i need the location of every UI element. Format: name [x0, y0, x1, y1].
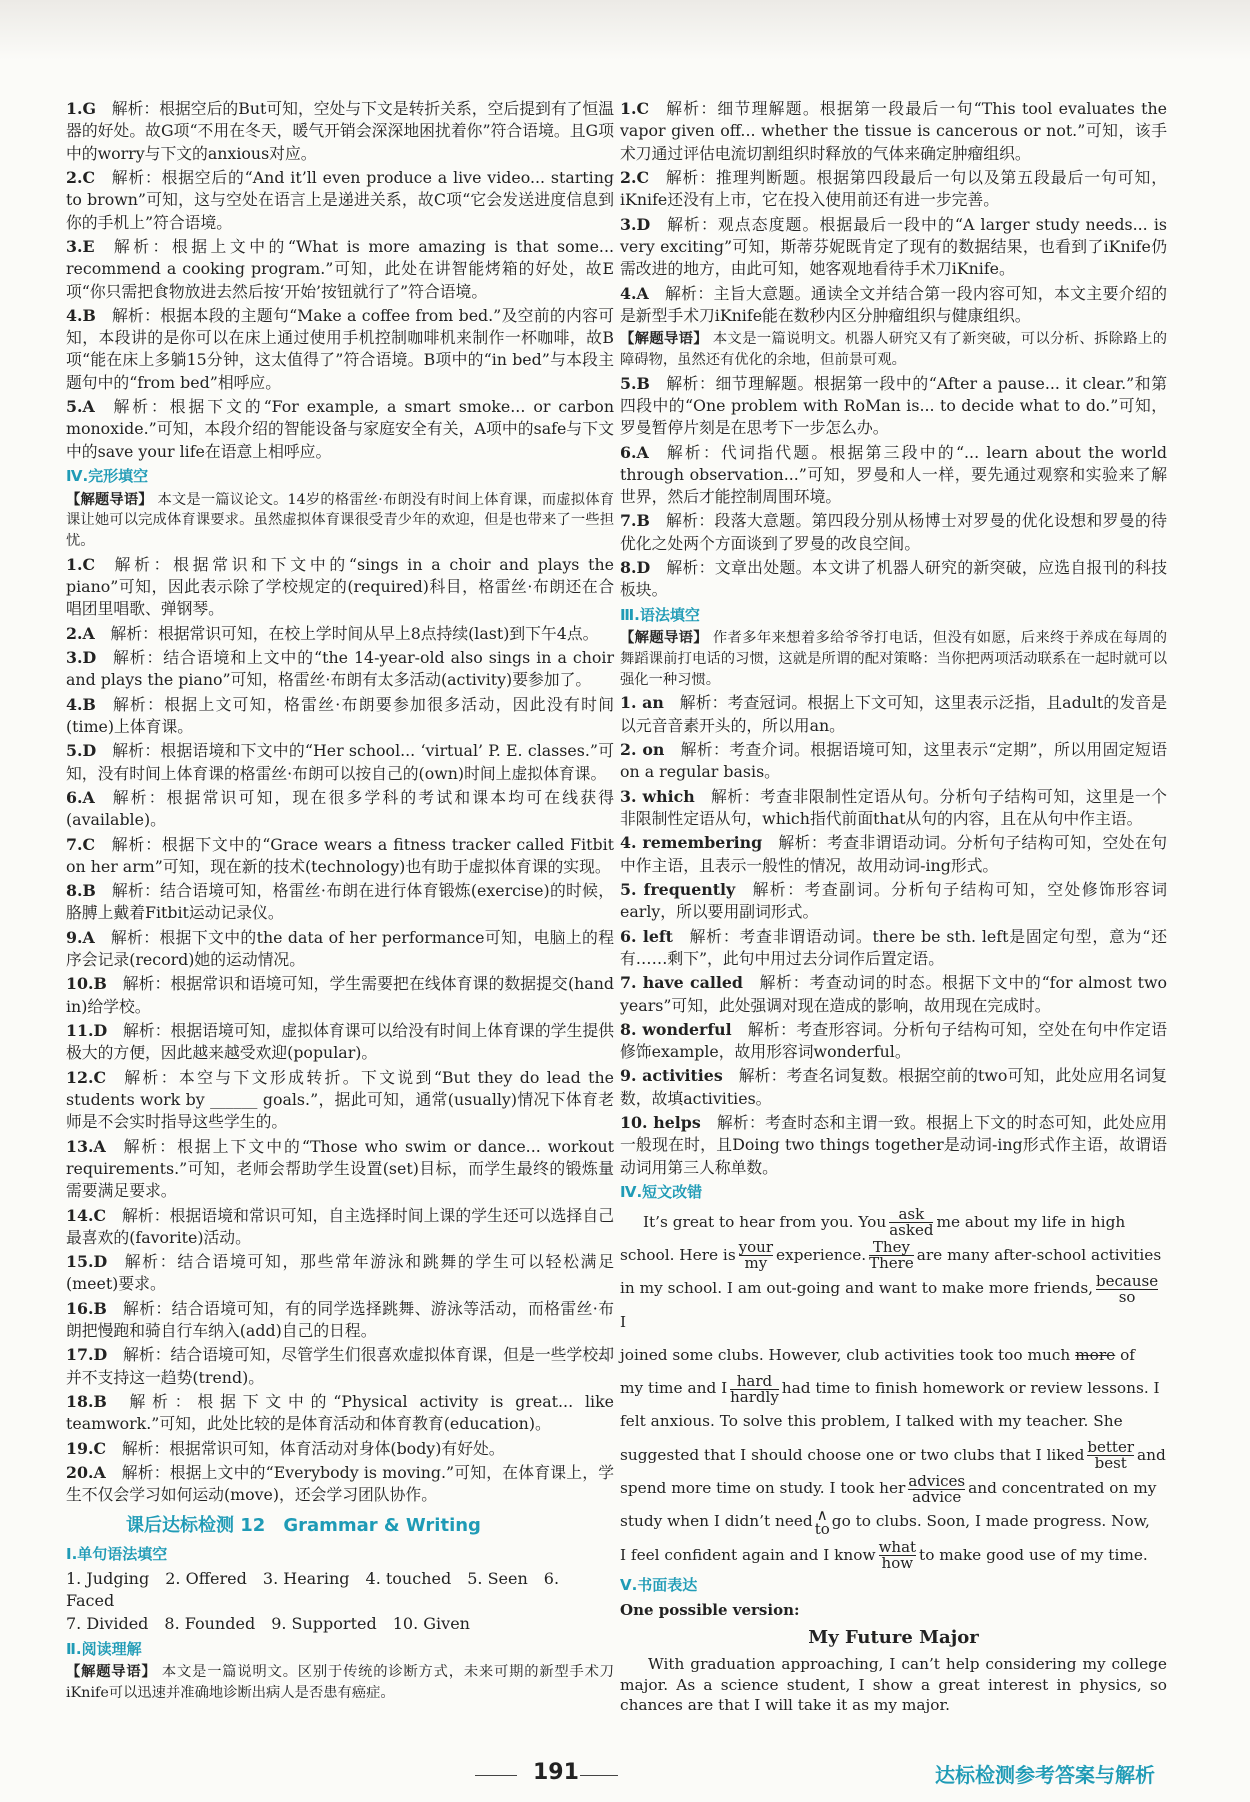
guide-text: 本文是一篇说明文。区别于传统的诊断方式，未来可期的新型手术刀iKnife可以迅速并准确地诊断出病人是否患有癌症。 [66, 1664, 614, 1701]
correction-mark [869, 1240, 914, 1271]
text: study when I didn’t need [620, 1512, 813, 1531]
text: me about my life in high [936, 1212, 1126, 1231]
answer-key: 6.A [66, 787, 95, 807]
correction-mark [730, 1371, 779, 1406]
correction-mark [908, 1471, 966, 1506]
answer-item [620, 739, 1167, 784]
answer-key: 1. an [620, 693, 664, 713]
guide-tag: 【解题导语】 [620, 331, 708, 348]
inserted-word: to [814, 1520, 830, 1539]
guide-iv [66, 490, 614, 552]
answer-item [620, 879, 1167, 924]
answer-key: 9.A [66, 927, 95, 947]
answer-item [620, 98, 1167, 165]
text: to make good use of my time. [919, 1545, 1148, 1564]
explanation: 解析：观点态度题。根据最后一段中的“A larger study needs... is very exciting”可知，斯蒂芬妮既肯定了现有的数据结果，也看到了iKnife仍需改进的地方，由此可知，她客观地看待手术刀iKnife。 [620, 214, 1167, 279]
answer-key: 2.A [66, 623, 95, 643]
answer-item [66, 1462, 614, 1507]
explanation: 解析：根据常识和语境可知，学生需要把在线体育课的数据提交(hand in)给学校。 [66, 974, 614, 1016]
correction-line [620, 1372, 1167, 1405]
text: suggested that I should choose one or two clubs that I liked [620, 1445, 1085, 1464]
guide-tag: 【解题导语】 [66, 1664, 157, 1681]
corrected-word: asked [889, 1221, 934, 1240]
answer-item [66, 1344, 614, 1389]
explanation: 解析：考查形容词。分析句子结构可知，空处在句中作定语修饰example，故用形容词wonderful。 [620, 1019, 1167, 1062]
essay-title: My Future Major [808, 1627, 979, 1649]
answer-key: 10.B [66, 974, 107, 994]
answer-key: 2.C [620, 167, 650, 187]
answer-key: 19.C [66, 1438, 107, 1458]
correction-line [620, 1206, 1167, 1239]
answer-item [66, 1298, 614, 1343]
text: go to clubs. Soon, I made progress. Now, [831, 1512, 1150, 1531]
corrected-word: so [1118, 1287, 1136, 1306]
text: and concentrated on my [968, 1479, 1157, 1498]
answer-item [620, 1112, 1167, 1179]
answer-item [66, 647, 614, 692]
error-correction [620, 1206, 1167, 1572]
answer-key: 7.C [66, 834, 96, 854]
explanation: 解析：结合语境和上文中的“the 14-year-old also sings in a choir and plays the piano”可知，格雷丝·布朗有太多活动(activity)要参加了。 [66, 648, 614, 690]
text: felt anxious. To solve this problem, I talked with my teacher. She [620, 1412, 1123, 1431]
answer-key: 2.C [66, 167, 96, 187]
correction-line [620, 1272, 1167, 1339]
explanation: 解析：根据空后的“And it’ll even produce a live video... starting to brown”可知，这与空处在语言上是递进关系，故C项“它会发送进度信息到你的手机上”符合语境。 [66, 167, 614, 232]
answer-list [620, 373, 1167, 602]
answer-key: 8. wonderful [620, 1019, 732, 1039]
answer-key: 4. remembering [620, 833, 763, 853]
left-column [66, 98, 614, 1706]
correction-mark [879, 1540, 916, 1571]
explanation: 解析：考查介词。根据语境可知，这里表示“定期”，所以用固定短语on a regular basis。 [620, 740, 1167, 782]
explanation: 解析：考查非谓语动词。there be sth. left是固定句型，意为“还有……剩下”，此句中用过去分词作后置定语。 [620, 926, 1167, 968]
explanation: 解析：根据上下文中的“Those who swim or dance... workout requirements.”可知，老师会帮助学生设置(set)目标，而学生最终的锻炼量需要满足要求。 [66, 1136, 614, 1201]
answer: 1. Judging [66, 1568, 150, 1588]
answer-item [620, 283, 1167, 328]
text: school. Here is [620, 1245, 736, 1264]
answer-item [66, 167, 614, 234]
answer-key: 12.C [66, 1067, 107, 1087]
answer-list [620, 692, 1167, 1179]
answer-key: 7. have called [620, 973, 743, 993]
page-number: 191 [533, 1760, 579, 1785]
answer-key: 3.D [66, 648, 97, 667]
explanation: 解析：根据上文可知，格雷丝·布朗要参加很多活动，因此没有时间(time)上体育课。 [66, 694, 614, 736]
answer-key: 6. left [620, 926, 673, 946]
explanation: 解析：本空与下文形成转折。下文说到“But they do lead the students work by ______ goals.”，据此可知，通常(usually)情况下体育老师是不会实时指导这些学生的。 [66, 1067, 614, 1132]
deleted-word: more [1075, 1345, 1116, 1364]
guide-text: 本文是一篇议论文。14岁的格雷丝·布朗没有时间上体育课，而虚拟体育课让她可以完成体育课要求。虽然虚拟体育课很受青少年的欢迎，但是也带来了一些担忧。 [66, 491, 615, 550]
corrected-word: There [869, 1254, 914, 1273]
answer-key: 5. frequently [620, 879, 736, 899]
answer-item [66, 98, 614, 165]
text: I feel confident again and I know [620, 1545, 876, 1564]
answer-key: 10. helps [620, 1113, 701, 1133]
answer-key: 4.B [66, 694, 96, 714]
explanation: 解析：根据本段的主题句“Make a coffee from bed.”及空前的内容可知，本段讲的是你可以在床上通过使用手机控制咖啡机来制作一杯咖啡，故B项“能在床上多躺15分钟，这太值得了”符合语境。B项中的“in bed”与本段主题句中的“from bed”相呼应。 [66, 305, 614, 392]
explanation: 解析：结合语境可知，格雷丝·布朗在进行体育锻炼(exercise)的时候，胳膊上戴着Fitbit运动记录仪。 [66, 881, 614, 923]
answer-item [66, 740, 614, 785]
answer-key: 4.A [620, 283, 649, 303]
original-word: your [738, 1238, 774, 1257]
answer-key: 7.B [620, 511, 650, 531]
corrected-word: hardly [730, 1387, 779, 1406]
explanation: 解析：文章出处题。本文讲了机器人研究的新突破，应选自报刊的科技板块。 [620, 558, 1167, 600]
text: joined some clubs. However, club activities took too much [620, 1345, 1071, 1364]
caret-icon: ∧ [816, 1506, 828, 1525]
answer: 9. Supported [271, 1613, 377, 1633]
original-word: They [869, 1240, 914, 1256]
answer-item [66, 927, 614, 972]
text: and [1137, 1445, 1166, 1464]
answer: 2. Offered [165, 1568, 247, 1588]
explanation: 解析：根据下文中的the data of her performance可知，电脑上的程序会记录(record)她的运动情况。 [66, 927, 614, 970]
answer-item [620, 557, 1167, 602]
answer-item [620, 926, 1167, 971]
section-heading-iii: Ⅲ.语法填空 [620, 605, 700, 624]
answer-key: 13.A [66, 1136, 106, 1156]
answer: 7. Divided [66, 1613, 149, 1633]
guide-ii [66, 1662, 614, 1703]
section-title: 课后达标检测 12 Grammar & Writing [126, 1514, 481, 1536]
answer-key: 18.B [66, 1392, 107, 1411]
answer-key: 6.A [620, 442, 649, 462]
text: my time and I [620, 1379, 728, 1398]
explanation: 解析：根据常识可知，体育活动对身体(body)有好处。 [121, 1438, 505, 1458]
explanation: 解析：结合语境可知，那些常年游泳和跳舞的学生可以轻松满足(meet)要求。 [66, 1252, 614, 1294]
answers-i [66, 1568, 614, 1636]
explanation: 解析：根据下文的“For example, a smart smoke... or carbon monoxide.”可知，本段介绍的智能设备与家庭安全有关，A项中的safe与下文中的save your life在语意上相呼应。 [66, 397, 614, 461]
answer-item [66, 1438, 614, 1460]
corrected-word: best [1094, 1454, 1127, 1473]
explanation: 解析：主旨大意题。通读全文并结合第一段内容可知，本文主要介绍的是新型手术刀iKnife能在数秒内区分肿瘤组织与健康组织。 [620, 283, 1167, 325]
answer-key: 1.C [66, 554, 96, 574]
answer-item [620, 167, 1167, 212]
explanation: 解析：根据语境和下文中的“Her school... ‘virtual’ P. E. classes.”可知，没有时间上体育课的格雷丝·布朗可以按自己的(own)时间上虚拟体育课。 [66, 741, 614, 783]
text: It’s great to hear from you. You [642, 1212, 887, 1231]
answer-key: 2. on [620, 740, 665, 760]
answer-item [620, 373, 1167, 440]
explanation: 解析：细节理解题。根据第一段最后一句“This tool evaluates the vapor given off... whether the tissue is cancerous or not.”可知，该手术刀通过评估电流切割组织时释放的气体来确定肿瘤组织。 [620, 99, 1167, 163]
correction-line [620, 1472, 1167, 1505]
explanation: 解析：结合语境可知，尽管学生们很喜欢虚拟体育课，但是一些学校却并不支持这一趋势(trend)。 [66, 1345, 614, 1387]
answer-item [66, 396, 614, 463]
answer-item [66, 236, 614, 303]
explanation: 解析：根据下文中的“Physical activity is great... like teamwork.”可知，此处比较的是体育活动和体育教育(education)。 [66, 1392, 614, 1434]
answer-item [66, 880, 614, 925]
explanation: 解析：考查动词的时态。根据下文中的“for almost two years”可知，此处强调对现在造成的影响，故用现在完成时。 [620, 973, 1167, 1015]
correction-line [620, 1539, 1167, 1572]
answer-item [66, 554, 614, 621]
insertion-mark [814, 1506, 830, 1539]
text: had time to finish homework or review lessons. I [781, 1379, 1160, 1398]
explanation: 解析：根据上文中的“Everybody is moving.”可知，在体育课上，学生不仅会学习如何运动(move)，还会学习团队协作。 [66, 1462, 614, 1505]
text: spend more time on study. I took her [620, 1479, 906, 1498]
answer-key: 8.D [620, 558, 651, 578]
text: are many after-school activities [916, 1245, 1162, 1264]
answer: 5. Seen [467, 1568, 528, 1588]
answer-item [620, 510, 1167, 555]
guide-text: 本文是一篇说明文。机器人研究又有了新突破，可以分析、拆除路上的障碍物，虽然还有优化的余地，但前景可观。 [620, 331, 1168, 368]
answer-item [66, 787, 614, 832]
answer-item [620, 1065, 1167, 1110]
explanation: 解析：考查非限制性定语从句。分析句子结构可知，这里是一个非限制性定语从句，which指代前面that从句的内容，且在从句中作主语。 [620, 786, 1167, 828]
explanation: 解析：根据语境和常识可知，自主选择时间上课的学生还可以选择自己最喜欢的(favorite)活动。 [66, 1205, 614, 1247]
answer-list [620, 98, 1167, 327]
correction-line [620, 1405, 1167, 1438]
answer-item [66, 973, 614, 1018]
explanation: 解析：代词指代题。根据第三段中的“... learn about the world through observation...”可知，罗曼和人一样，要先通过观察和实验来了解世界，然后才能控制周围环境。 [620, 442, 1167, 507]
answer-item [620, 442, 1167, 509]
footer-rule [580, 1775, 618, 1776]
answer-key: 3.D [620, 214, 651, 234]
answer-key: 4.B [66, 305, 96, 325]
footer-caption: 达标检测参考答案与解析 [935, 1763, 1155, 1787]
answer-key: 3. which [620, 786, 695, 806]
explanation: 解析：细节理解题。根据第一段中的“After a pause... it clear.”和第四段中的“One problem with RoMan is... to decide what to do.”可知，罗曼暂停片刻是在思考下一步怎么办。 [620, 373, 1167, 438]
explanation: 解析：根据语境可知，虚拟体育课可以给没有时间上体育课的学生提供极大的方便，因此越来越受欢迎(popular)。 [66, 1021, 614, 1063]
answer-key: 1.G [66, 99, 96, 118]
section-heading-ii: Ⅱ.阅读理解 [66, 1639, 142, 1658]
answer-item [620, 692, 1167, 737]
explanation: 解析：考查名词复数。根据空前的two可知，此处应用名词复数，故填activities。 [620, 1066, 1167, 1108]
explanation: 解析：考查非谓语动词。分析句子结构可知，空处在句中作主语，且表示一般性的情况，故用动词-ing形式。 [620, 833, 1167, 875]
explanation: 解析：根据常识和下文中的“sings in a choir and plays the piano”可知，因此表示除了学校规定的(required)科目，格雷丝·布朗还在合唱团里唱歌、弹钢琴。 [66, 554, 614, 619]
corrected-word: advice [912, 1487, 962, 1506]
original-word: because [1096, 1271, 1159, 1290]
answer-key: 5.D [66, 741, 97, 761]
right-column [620, 98, 1167, 1716]
section-heading-v: Ⅴ.书面表达 [620, 1576, 698, 1595]
correction-mark [739, 1240, 773, 1271]
answer-key: 8.B [66, 881, 96, 901]
correction-line [620, 1439, 1167, 1472]
answer-key: 15.D [66, 1252, 108, 1272]
explanation: 解析：根据常识可知，在校上学时间从早上8点持续(last)到下午4点。 [110, 623, 599, 643]
explanation: 解析：考查副词。分析句子结构可知，空处修饰形容词early，所以要用副词形式。 [620, 879, 1167, 922]
explanation: 解析：推理判断题。根据第四段最后一句以及第五段最后一句可知，iKnife还没有上市，它在投入使用前还有进一步完善。 [620, 167, 1167, 210]
correction-line [620, 1339, 1167, 1372]
guide-tag: 【解题导语】 [620, 630, 708, 647]
section-heading-i: Ⅰ.单句语法填空 [66, 1545, 168, 1564]
answer-item [620, 1019, 1167, 1064]
answer-key: 3.E [66, 236, 95, 256]
answer-item [66, 1391, 614, 1436]
answer-item [620, 214, 1167, 281]
answer: 4. touched [365, 1568, 452, 1588]
guide-iii [620, 628, 1167, 690]
answer-key: 11.D [66, 1021, 108, 1040]
answer-item [66, 1020, 614, 1065]
guide-tag: 【解题导语】 [66, 491, 153, 508]
answer-item [620, 786, 1167, 831]
correction-mark [1096, 1271, 1159, 1306]
answer: 10. Given [392, 1613, 470, 1633]
answer-item [66, 834, 614, 879]
answer-item [66, 694, 614, 739]
answer-item [66, 1136, 614, 1203]
guide-text: 作者多年来想着多给爷爷打电话，但没有如愿，后来终于养成在每周的舞蹈课前打电话的习惯，这就是所谓的配对策略：当你把两项活动联系在一起时就可以强化一种习惯。 [620, 630, 1168, 688]
correction-line [620, 1505, 1167, 1538]
original-word: what [878, 1538, 917, 1557]
text: of [1120, 1345, 1135, 1364]
original-word: ask [889, 1207, 933, 1223]
correction-mark [1087, 1440, 1134, 1471]
answer-key: 5.A [66, 397, 95, 417]
answer-item [66, 623, 614, 645]
section-heading-iv: Ⅳ.完形填空 [66, 467, 149, 485]
answer-key: 9. activities [620, 1066, 723, 1086]
essay-text: With graduation approaching, I can’t help considering my college major. As a science student, I show a great interest in physics, so chances are that I will take it as my major. [620, 1654, 1167, 1715]
explanation: 解析：根据常识可知，现在很多学科的考试和课本均可在线获得(available)。 [66, 787, 614, 830]
correction-line [620, 1239, 1167, 1272]
explanation: 解析：结合语境可知，有的同学选择跳舞、游泳等活动，而格雷丝·布朗把慢跑和骑自行车纳入(add)自己的日程。 [66, 1298, 614, 1341]
correction-mark [889, 1207, 933, 1238]
original-word: hard [730, 1374, 779, 1390]
corrected-word: how [881, 1554, 914, 1573]
original-word: advices [908, 1471, 966, 1490]
footer-rule [475, 1775, 517, 1776]
section-heading-iv: Ⅳ.短文改错 [620, 1183, 703, 1201]
answer-item [66, 1251, 614, 1296]
answer-item [66, 305, 614, 394]
explanation: 解析：根据下文中的“Grace wears a fitness tracker called Fitbit on her arm”可知，现在新的技术(technology)也有助于虚拟体育课的实现。 [66, 834, 614, 876]
answer-item [620, 972, 1167, 1017]
answer-item [66, 1067, 614, 1134]
answer-key: 20.A [66, 1462, 106, 1482]
top-shade [0, 0, 1250, 60]
answer: 6. Faced [66, 1568, 560, 1611]
original-word: better [1087, 1438, 1135, 1457]
version-label: One possible version: [620, 1600, 800, 1619]
explanation: 解析：根据上文中的“What is more amazing is that some... recommend a cooking program.”可知，此处在讲智能烤箱的好处，故E项“你只需把食物放进去然后按‘开始’按钮就行了”符合语境。 [66, 236, 614, 301]
answer-key: 17.D [66, 1345, 108, 1365]
answer: 8. Founded [164, 1613, 256, 1633]
answer: 3. Hearing [262, 1568, 350, 1588]
explanation: 解析：根据空后的But可知，空处与下文是转折关系，空后提到有了恒温器的好处。故G项“不用在冬天，暖气开销会深深地困扰着你”符合语境。且G项中的worry与下文的anxious对应。 [66, 99, 615, 163]
answer-key: 1.C [620, 99, 650, 118]
answer-key: 16.B [66, 1298, 107, 1318]
explanation: 解析：考查时态和主谓一致。根据上下文的时态可知，此处应用一般现在时，且Doing two things together是动词-ing形式作主语，故谓语动词用第三人称单数。 [620, 1113, 1167, 1177]
guide-b [620, 329, 1167, 370]
answer-list [66, 98, 614, 463]
explanation: 解析：段落大意题。第四段分别从杨博士对罗曼的优化设想和罗曼的待优化之处两个方面谈到了罗曼的改良空间。 [620, 511, 1167, 553]
answer-item [66, 1205, 614, 1250]
answer-key: 5.B [620, 373, 650, 393]
answer-list [66, 554, 614, 1507]
text: I [620, 1312, 627, 1331]
text: in my school. I am out-going and want to make more friends, [620, 1279, 1094, 1298]
answer-item [620, 832, 1167, 877]
explanation: 解析：考查冠词。根据上下文可知，这里表示泛指，且adult的发音是以元音音素开头的，所以用an。 [620, 693, 1168, 735]
corrected-word: my [744, 1254, 768, 1273]
answer-key: 14.C [66, 1205, 107, 1225]
text: experience. [776, 1245, 867, 1264]
